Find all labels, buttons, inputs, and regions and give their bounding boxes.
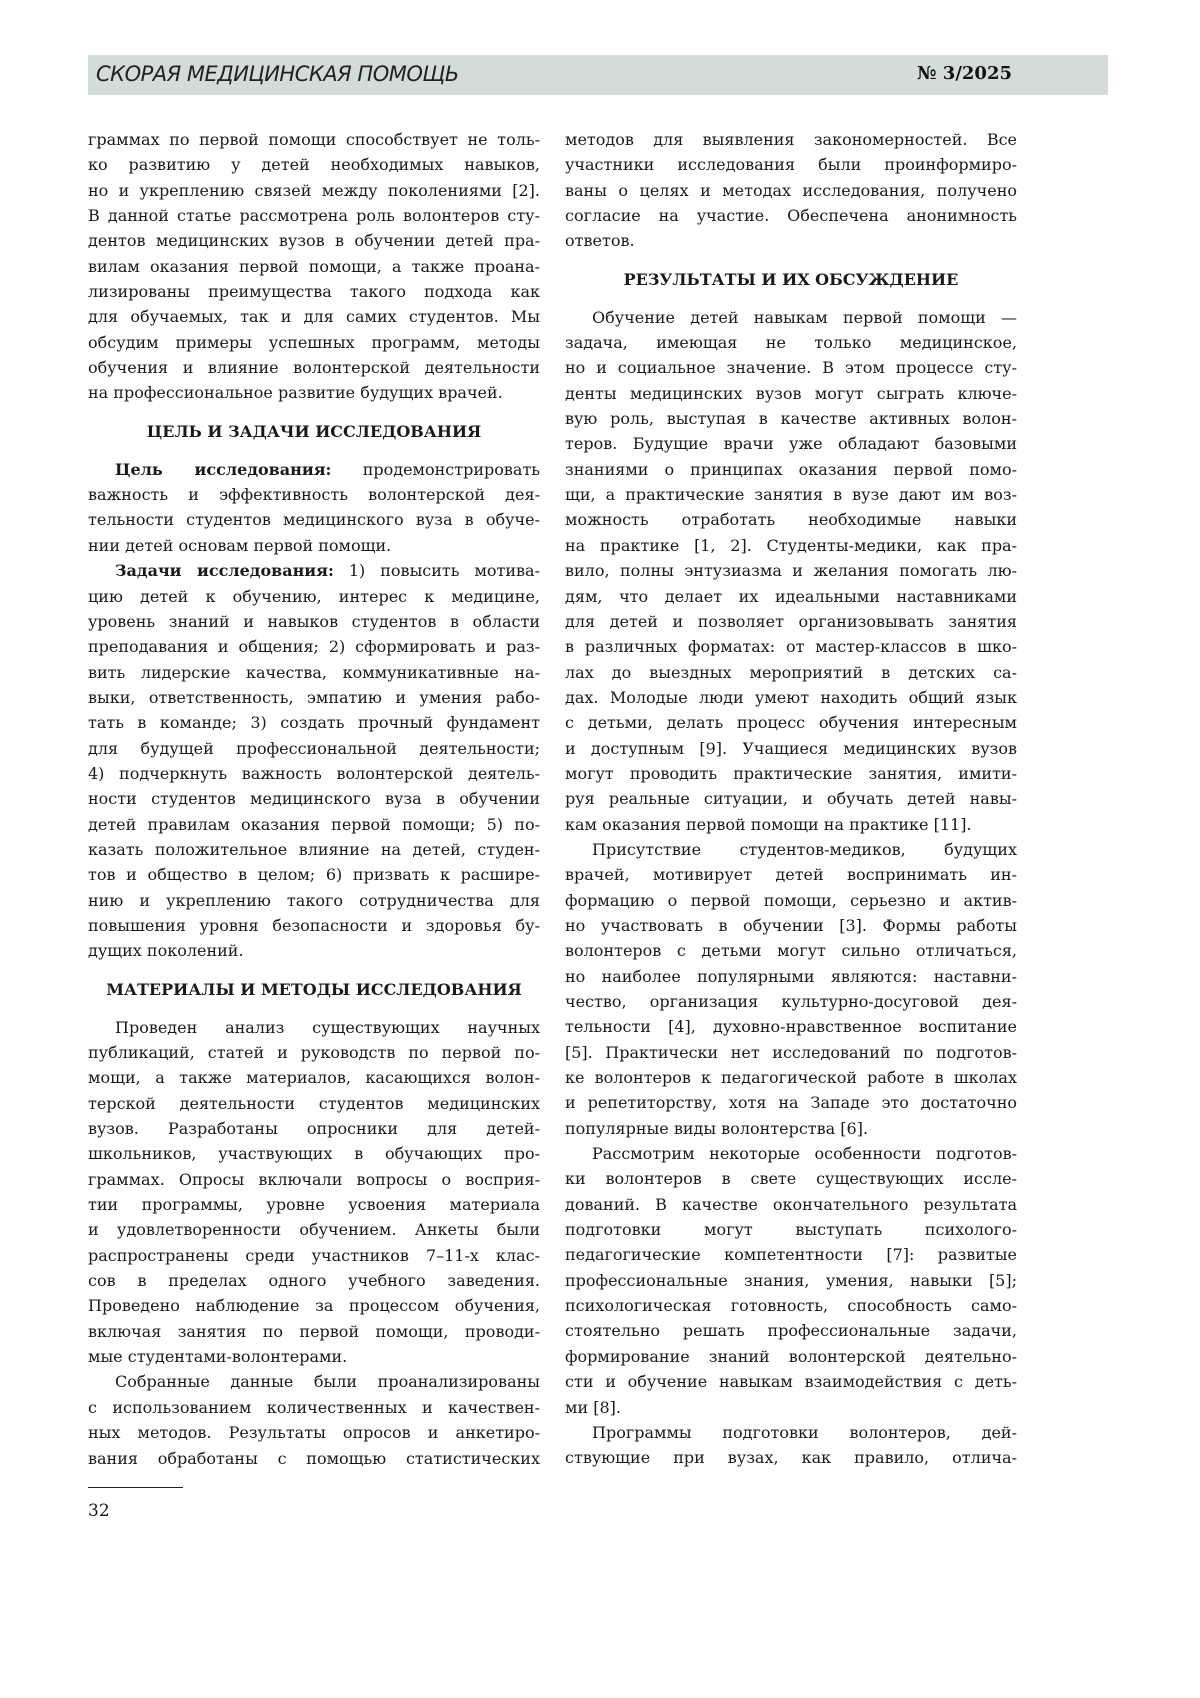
right-column	[565, 127, 1017, 1471]
text-line: мые студентами-волонтерами.	[88, 1347, 348, 1367]
text-line: лах до выездных мероприятий в детских са-	[565, 662, 1017, 682]
text-line: стоятельно решать профессиональные задачи,	[565, 1321, 1017, 1341]
paragraph	[88, 457, 540, 558]
text-line: вить лидерские качества, коммуникативные на-	[88, 662, 540, 682]
text-line: формирование знаний волонтерской деятельно-	[565, 1346, 1017, 1366]
text-line: [5]. Практически нет исследований по подготов-	[565, 1042, 1017, 1062]
text-line: на профессиональное развитие будущих врачей.	[88, 383, 503, 403]
text-line: Рассмотрим некоторые особенности подготов-	[592, 1144, 1017, 1164]
text-line: и удовлетворенности обучением. Анкеты были	[88, 1220, 540, 1240]
text-line: 4) подчеркнуть важность волонтерской деятель-	[88, 763, 540, 783]
paragraph	[88, 1369, 540, 1470]
text-line: граммах. Опросы включали вопросы о восприя-	[88, 1169, 540, 1189]
text-line: но наиболее популярными являются: наставни-	[565, 966, 1017, 986]
text-line: методов для выявления закономерностей. Все	[565, 130, 1017, 149]
text-line: но участвовать в обучении [3]. Формы работы	[565, 915, 1017, 935]
text-line: ми [8].	[565, 1397, 621, 1417]
section-heading: МАТЕРИАЛЫ И МЕТОДЫ ИССЛЕДОВАНИЯ	[106, 979, 522, 999]
text-line: выки, ответственность, эмпатию и умения рабо-	[88, 687, 540, 707]
text-line: формацию о первой помощи, серьезно и актив-	[565, 890, 1017, 910]
text-line: включая занятия по первой помощи, проводи-	[88, 1321, 540, 1341]
text-line: вузов. Разработаны опросники для детей-	[88, 1119, 540, 1139]
text-line: но и социальное значение. В этом процессе сту-	[565, 358, 1017, 378]
text-line: казать положительное влияние на детей, студен-	[88, 839, 540, 859]
text-line: но и укреплению связей между поколениями [2].	[88, 180, 540, 200]
bold-lead: Задачи исследования:	[115, 561, 334, 581]
text-line	[88, 457, 540, 482]
paragraph	[88, 127, 540, 406]
text-line: обсудим примеры успешных программ, методы	[88, 332, 540, 352]
text-line: Проведено наблюдение за процессом обучения,	[88, 1296, 540, 1316]
text-line: тов и общество в целом; 6) призвать к расшире-	[88, 865, 540, 885]
text-line: нии детей основам первой помощи.	[88, 535, 392, 555]
text-line: знаниями о принципах оказания первой помо-	[565, 459, 1017, 479]
text-line: дям, что делает их идеальными наставниками	[565, 586, 1017, 606]
text-line: с использованием количественных и качествен-	[88, 1397, 540, 1417]
text-line: можность отработать необходимые навыки	[565, 510, 1017, 530]
section-heading: ЦЕЛЬ И ЗАДАЧИ ИССЛЕДОВАНИЯ	[146, 421, 482, 441]
text-line: денты медицинских вузов могут сыграть ключе-	[565, 383, 1017, 403]
paragraph	[565, 127, 1017, 254]
text-line: Проведен анализ существующих научных	[115, 1017, 540, 1037]
text-line: В данной статье рассмотрена роль волонтеров сту-	[88, 206, 540, 226]
text-line: и репетиторству, хотя на Западе это достаточно	[565, 1093, 1017, 1113]
text-line: ствующие при вузах, как правило, отлича-	[565, 1448, 1017, 1468]
text-line: ке волонтеров к педагогической работе в школах	[565, 1068, 1017, 1088]
text-line: преподавания и общения; 2) сформировать и раз-	[88, 637, 540, 657]
text-line: Собранные данные были проанализированы	[115, 1372, 540, 1392]
text-line: тельности [4], духовно-нравственное воспитание	[565, 1017, 1017, 1037]
left-column	[88, 127, 540, 1471]
text-line: уровень знаний и навыков студентов в области	[88, 611, 540, 631]
text-line: Обучение детей навыкам первой помощи —	[592, 307, 1017, 327]
text-line: тии программы, уровне усвоения материала	[88, 1195, 540, 1215]
text-line: теров. Будущие врачи уже обладают базовыми	[565, 434, 1017, 454]
text-line: чество, организация культурно-досуговой дея-	[565, 992, 1017, 1011]
text-line: на практике [1, 2]. Студенты-медики, как пра-	[565, 535, 1017, 555]
text-line: ности студентов медицинского вуза в обучении	[88, 789, 540, 809]
text-line: ки волонтеров в свете существующих иссле-	[565, 1169, 1017, 1189]
paragraph	[565, 1420, 1017, 1471]
text-line: дах. Молодые люди умеют находить общий язык	[565, 687, 1017, 707]
issue-number: № 3/2025	[916, 63, 1012, 84]
text-line: важность и эффективность волонтерской дея-	[88, 485, 540, 505]
text-line: ных методов. Результаты опросов и анкетиро-	[88, 1423, 540, 1443]
text-line: детей правилам оказания первой помощи; 5) по-	[88, 814, 540, 834]
text-line: вилам оказания первой помощи, а также проана-	[88, 256, 540, 276]
text-line: в различных форматах: от мастер-классов в шко-	[565, 637, 1017, 657]
text-line: мощи, а также материалов, касающихся волон-	[88, 1068, 540, 1088]
text-line: задача, имеющая не только медицинское,	[565, 333, 1017, 353]
text-line: для будущей профессиональной деятельности;	[88, 738, 540, 758]
text-line: сти и обучение навыкам взаимодействия с деть-	[565, 1372, 1017, 1392]
text-line: участники исследования были проинформиро-	[565, 155, 1017, 175]
bold-lead: Цель исследования:	[115, 459, 332, 479]
text-line: нию и укреплению такого сотрудничества для	[88, 890, 540, 910]
text-line: для обучаемых, так и для самих студентов. Мы	[88, 307, 540, 327]
text-line: популярные виды волонтерства [6].	[565, 1118, 869, 1138]
paragraph	[88, 558, 540, 964]
text-line: сов в пределах одного учебного заведения.	[88, 1271, 540, 1291]
text-line: и доступным [9]. Учащиеся медицинских вузов	[565, 738, 1017, 758]
text-line: для детей и позволяет организовывать занятия	[565, 611, 1017, 631]
footer-rule	[88, 1487, 183, 1488]
text-line: врачей, мотивирует детей воспринимать ин-	[565, 865, 1017, 885]
text-line: дущих поколений.	[88, 941, 244, 961]
text-line: обучения и влияние волонтерской деятельности	[88, 358, 540, 378]
text-line: щи, а практические занятия в вузе дают им воз-	[565, 485, 1017, 505]
text-line	[88, 558, 540, 583]
text-line: ко развитию у детей необходимых навыков,	[88, 155, 540, 175]
paragraph	[88, 1015, 540, 1370]
section-heading: РЕЗУЛЬТАТЫ И ИХ ОБСУЖДЕНИЕ	[623, 269, 959, 289]
text-run: 1) повысить мотива-	[333, 561, 540, 581]
text-line: вую роль, выступая в качестве активных волон-	[565, 409, 1017, 429]
text-line: дентов медицинских вузов в обучении детей пра-	[88, 231, 540, 251]
text-line: распространены среди участников 7–11-х клас-	[88, 1245, 540, 1265]
journal-title: СКОРАЯ МЕДИЦИНСКАЯ ПОМОЩЬ	[96, 62, 459, 86]
text-line: с детьми, делать процесс обучения интересным	[565, 713, 1017, 733]
text-line: граммах по первой помощи способствует не толь-	[88, 130, 540, 149]
text-line: согласие на участие. Обеспечена анонимность	[565, 206, 1017, 226]
text-line: ваны о целях и методах исследования, получено	[565, 180, 1017, 200]
text-line: публикаций, статей и руководств по первой по-	[88, 1043, 540, 1062]
text-line: руя реальные ситуации, и обучать детей навы-	[565, 789, 1017, 809]
text-line: дований. В качестве окончательного результата	[565, 1194, 1017, 1214]
text-line: цию детей к обучению, интерес к медицине,	[88, 586, 540, 606]
text-line: тать в команде; 3) создать прочный фундамент	[88, 713, 540, 733]
paragraph	[565, 1141, 1017, 1420]
paragraph	[565, 305, 1017, 837]
text-line: могут проводить практические занятия, имити-	[565, 763, 1017, 783]
text-line: тельности студентов медицинского вуза в обуче-	[88, 510, 540, 530]
text-line: Программы подготовки волонтеров, дей-	[592, 1422, 1017, 1442]
text-line: повышения уровня безопасности и здоровья бу-	[88, 915, 540, 935]
text-line: терской деятельности студентов медицинских	[88, 1093, 540, 1113]
text-line: педагогические компетентности [7]: развитые	[565, 1245, 1017, 1265]
text-line: ответов.	[565, 231, 635, 251]
text-line: кам оказания первой помощи на практике [11].	[565, 814, 972, 834]
text-line: школьников, участвующих в обучающих про-	[88, 1144, 540, 1164]
text-line: подготовки могут выступать психолого-	[565, 1220, 1017, 1240]
page-number: 32	[88, 1501, 110, 1521]
text-line: волонтеров с детьми могут сильно отличаться,	[565, 941, 1017, 961]
text-line: вания обработаны с помощью статистических	[88, 1448, 540, 1468]
text-line: вило, полны энтузиазма и желания помогать лю-	[565, 561, 1017, 581]
text-line: лизированы преимущества такого подхода как	[88, 282, 540, 302]
paragraph	[565, 837, 1017, 1141]
text-line: профессиональные знания, умения, навыки [5];	[565, 1270, 1017, 1290]
text-line: психологическая готовность, способность само-	[565, 1296, 1017, 1316]
text-line: Присутствие студентов-медиков, будущих	[592, 839, 1017, 859]
text-run: продемонстрировать	[331, 459, 540, 479]
running-header	[88, 55, 1108, 95]
